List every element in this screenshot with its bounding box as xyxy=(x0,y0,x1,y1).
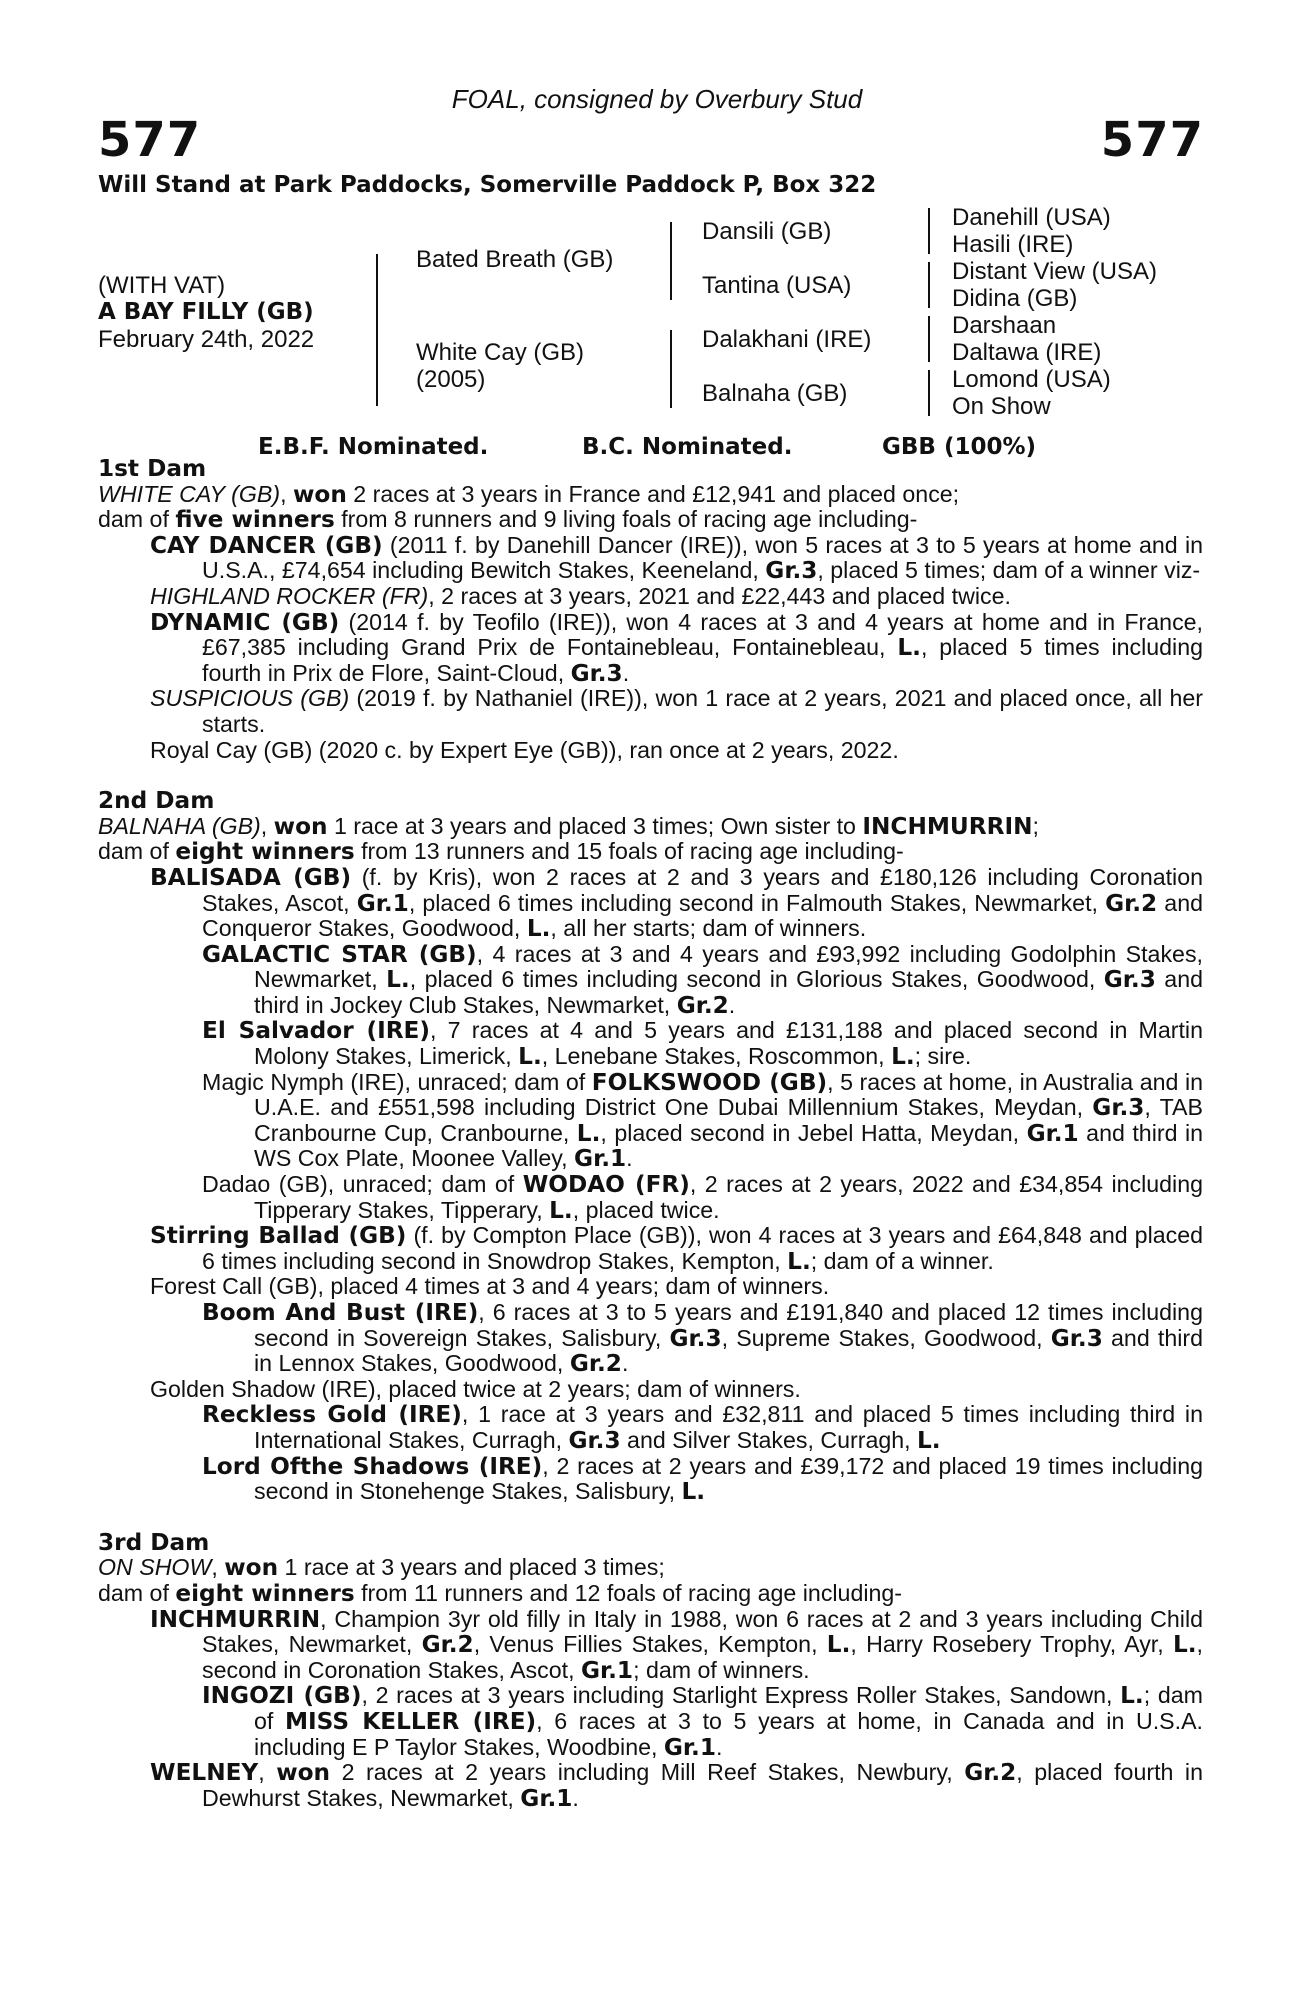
gbb-note: GBB (100%) xyxy=(882,434,1037,460)
progeny-entry: Reckless Gold (IRE), 1 race at 3 years and £32,811 and placed 5 times including third in International Stakes, Curragh, Gr.3 and Silver Stakes, Curragh, L. xyxy=(202,1401,1203,1454)
progeny-entry: WELNEY, won 2 races at 2 years including Mill Reef Stakes, Newbury, Gr.2, placed fourth in Dewhurst Stakes, Newmarket, Gr.1. xyxy=(150,1759,1203,1812)
progeny-entry: El Salvador (IRE), 7 races at 4 and 5 years and £131,188 and placed second in Martin Molony Stakes, Limerick, L., Lenebane Stakes, Roscommon, L.; sire. xyxy=(202,1017,1203,1071)
sire-name: Bated Breath (GB) xyxy=(416,246,614,273)
progeny-entry: GALACTIC STAR (GB), 4 races at 3 and 4 years and £93,992 including Godolphin Stakes, Newmarket, L., placed 6 times including second in Glorious Stakes, Goodwood, Gr.3 and third in Jockey Club Stakes, Newmarket, Gr.2. xyxy=(202,940,1203,1019)
third-dam-heading: 3rd Dam xyxy=(98,1528,210,1556)
grandsire-4: Lomond (USA) xyxy=(952,366,1111,393)
g-bracket-3 xyxy=(928,316,930,362)
third-dam-summary: ON SHOW, won 1 race at 3 years and placed 3 times; xyxy=(98,1554,665,1582)
granddam-4: On Show xyxy=(952,393,1051,420)
granddam-3: Daltawa (IRE) xyxy=(952,339,1102,366)
progeny-entry: INGOZI (GB), 2 races at 3 years including Starlight Express Roller Stakes, Sandown, L.; dam of MISS KELLER (IRE), 6 races at 3 to 5 years at home, in Canada and in U.S.A. including E P Taylor Stakes, Woodbine, Gr.1. xyxy=(202,1682,1203,1761)
second-dam-summary: BALNAHA (GB), won 1 race at 3 years and placed 3 times; Own sister to INCHMURRIN; xyxy=(98,812,1039,840)
progeny-entry: Forest Call (GB), placed 4 times at 3 and 4 years; dam of winners. xyxy=(150,1273,830,1300)
lot-number-right: 577 xyxy=(1100,112,1204,168)
lot-title: A BAY FILLY (GB) xyxy=(98,299,314,325)
progeny-entry: DYNAMIC (GB) (2014 f. by Teofilo (IRE)), won 4 races at 3 and 4 years at home and in France, £67,385 including Grand Prix de Fontainebleau, Fontainebleau, L., placed 5 times including fourth in Prix de Flore, Saint-Cloud, Gr.3. xyxy=(150,608,1203,687)
dam-line-bracket xyxy=(670,330,672,408)
progeny-entry: Stirring Ballad (GB) (f. by Compton Place (GB)), won 4 races at 3 years and £64,848 and placed 6 times including second in Snowdrop Stakes, Kempton, L.; dam of a winner. xyxy=(150,1222,1204,1275)
progeny-entry: Royal Cay (GB) (2020 c. by Expert Eye (GB)), ran once at 2 years, 2022. xyxy=(150,736,899,763)
g-bracket-4 xyxy=(928,370,930,416)
grandsire-1: Danehill (USA) xyxy=(952,204,1111,231)
ebf-nomination: E.B.F. Nominated. xyxy=(258,434,489,460)
sire-line-bracket xyxy=(670,222,672,300)
dam-year: (2005) xyxy=(416,366,486,393)
first-dam-produce-intro: dam of five winners from 8 runners and 9 living foals of racing age including- xyxy=(98,506,918,534)
second-dam-produce-intro: dam of eight winners from 13 runners and 15 foals of racing age including- xyxy=(98,838,904,866)
sire-dam-name: Tantina (USA) xyxy=(702,272,852,299)
progeny-entry: BALISADA (GB) (f. by Kris), won 2 races at 2 and 3 years and £180,126 including Coronation Stakes, Ascot, Gr.1, placed 6 times including second in Falmouth Stakes, Newmarket, Gr.2 and Conqueror Stakes, Goodwood, L., all her starts; dam of winners. xyxy=(150,863,1203,943)
first-dam-heading: 1st Dam xyxy=(98,455,207,482)
sire-sire-name: Dansili (GB) xyxy=(702,218,832,245)
dam-sire-name: Dalakhani (IRE) xyxy=(702,326,872,353)
consignment-line: FOAL, consigned by Overbury Stud xyxy=(451,84,863,114)
third-dam-produce-intro: dam of eight winners from 11 runners and 12 foals of racing age including- xyxy=(98,1579,903,1607)
grandsire-2: Distant View (USA) xyxy=(952,258,1157,285)
progeny-entry: Boom And Bust (IRE), 6 races at 3 to 5 years and £191,840 and placed 12 times including second in Sovereign Stakes, Salisbury, Gr.3, Supreme Stakes, Goodwood, Gr.3 and third in Lennox Stakes, Goodwood, Gr.2. xyxy=(202,1299,1203,1378)
progeny-entry: SUSPICIOUS (GB) (2019 f. by Nathaniel (IRE)), won 1 race at 2 years, 2021 and placed once, all her starts. xyxy=(150,685,1203,737)
grandsire-3: Darshaan xyxy=(952,312,1057,339)
first-dam-summary: WHITE CAY (GB), won 2 races at 3 years in France and £12,941 and placed once; xyxy=(98,480,960,508)
progeny-entry: Lord Ofthe Shadows (IRE), 2 races at 2 years and £39,172 and placed 19 times including second in Stonehenge Stakes, Salisbury, L. xyxy=(202,1452,1203,1506)
granddam-2: Didina (GB) xyxy=(952,285,1078,312)
g-bracket-2 xyxy=(928,262,930,308)
foaling-date: February 24th, 2022 xyxy=(98,326,315,353)
bc-nomination: B.C. Nominated. xyxy=(582,434,793,460)
progeny-entry: Dadao (GB), unraced; dam of WODAO (FR), 2 races at 2 years, 2022 and £34,854 including Tipperary Stakes, Tipperary, L., placed twice. xyxy=(202,1171,1204,1224)
progeny-entry: Golden Shadow (IRE), placed twice at 2 years; dam of winners. xyxy=(150,1375,801,1402)
second-dam-heading: 2nd Dam xyxy=(98,787,215,815)
progeny-entry: Magic Nymph (IRE), unraced; dam of FOLKSWOOD (GB), 5 races at home, in Australia and in U.A.E. and £551,598 including District One Dubai Millennium Stakes, Meydan, Gr.3, TAB Cranbourne Cup, Cranbourne, L., placed second in Jebel Hatta, Meydan, Gr.1 and third in WS Cox Plate, Moonee Valley, Gr.1. xyxy=(202,1068,1204,1173)
dam-dam-name: Balnaha (GB) xyxy=(702,380,848,407)
produce-record xyxy=(98,456,1203,1811)
lot-number-left: 577 xyxy=(98,112,202,168)
vat-note: (WITH VAT) xyxy=(98,272,226,299)
dam-name: White Cay (GB) xyxy=(416,339,585,366)
progeny-entry: INCHMURRIN, Champion 3yr old filly in Italy in 1988, won 6 races at 2 and 3 years including Child Stakes, Newmarket, Gr.2, Venus Fillies Stakes, Kempton, L., Harry Rosebery Trophy, Ayr, L., second in Coronation Stakes, Ascot, Gr.1; dam of winners. xyxy=(150,1605,1203,1684)
progeny-entry: HIGHLAND ROCKER (FR), 2 races at 3 years, 2021 and £22,443 and placed twice. xyxy=(150,582,1011,609)
parents-bracket xyxy=(376,254,378,406)
stabling-line: Will Stand at Park Paddocks, Somerville Paddock P, Box 322 xyxy=(98,172,877,198)
progeny-entry: CAY DANCER (GB) (2011 f. by Danehill Dancer (IRE)), won 5 races at 3 to 5 years at home and in U.S.A., £74,654 including Bewitch Stakes, Keeneland, Gr.3, placed 5 times; dam of a winner viz- xyxy=(150,531,1203,585)
granddam-1: Hasili (IRE) xyxy=(952,231,1074,258)
g-bracket-1 xyxy=(928,208,930,254)
